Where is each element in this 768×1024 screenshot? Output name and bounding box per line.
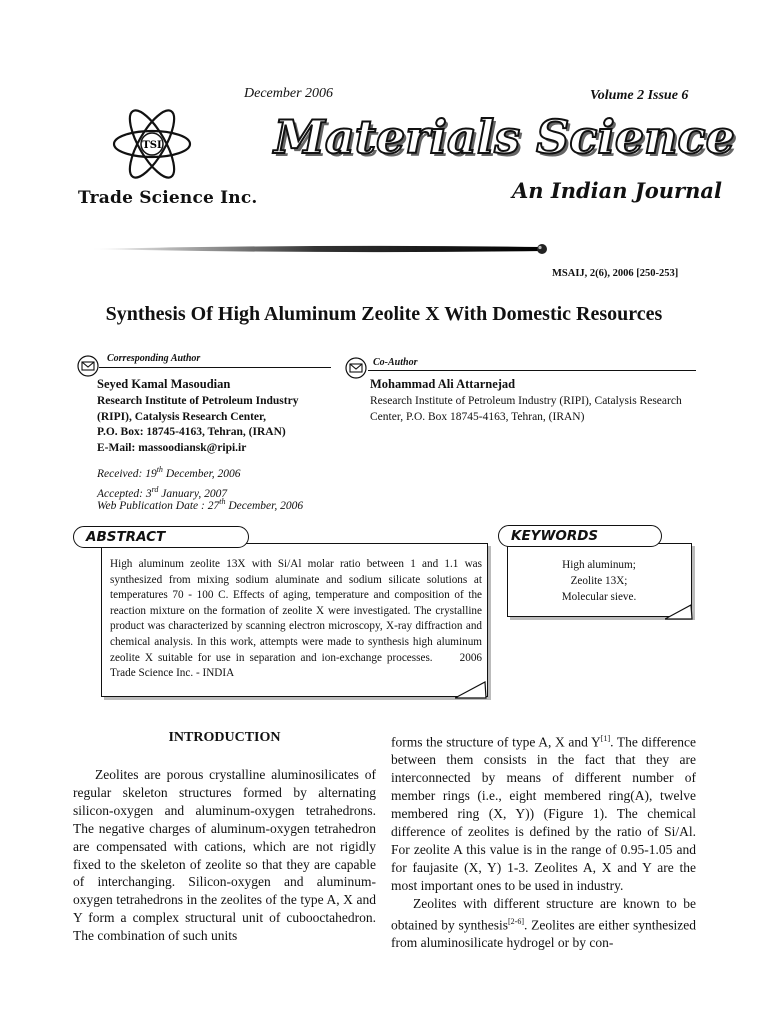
affiliation-line: (RIPI), Catalysis Research Center, xyxy=(97,410,266,423)
page-curl-corner xyxy=(665,603,695,621)
intro-paragraph: Zeolites are porous crystalline aluminosilicates of regular skeleton structures formed by alternating silicon-oxygen and aluminum-oxygen tetrahedrons. The negative charges of aluminum-oxygen tetrahedron are compensated with cations, which are not rigidly fixed to the skeleton of zeolite so that they are capable of interchanging. Silicon-oxygen and aluminum-oxygen tetrahedrons in the zeolites of the type A, X and Y form a complex structural unit of cubooctahedron. The combination of such units xyxy=(73,767,376,944)
issue-date: December 2006 xyxy=(244,86,334,101)
keyword-item: High aluminum; xyxy=(562,559,636,571)
abstract-text xyxy=(110,557,482,682)
reference-marker: [1] xyxy=(600,734,611,743)
journal-title: Materials Science xyxy=(274,110,735,164)
received-date xyxy=(97,462,241,482)
keyword-item: Molecular sieve. xyxy=(561,591,637,603)
left-column xyxy=(73,766,376,945)
web-text-post: December, 2006 xyxy=(225,499,304,512)
para-text: Zeolites with different structure are known to be obtained by synthesis xyxy=(391,895,696,933)
synthesis-paragraph xyxy=(391,895,696,952)
abstract-body: High aluminum zeolite 13X with Si/Al molar ratio between 1 and 1.1 was synthesized from mixing sodium aluminate and sodium silicate solutions at temperatures 70 - 100 C. Effects of aging, temperature and composition of the reaction mixture on the formation of zeolite X were investigated. The crystalline product was characterized by scanning electron microscopy, X-ray diffraction and chemical analysis. In this work, attempts were made to synthesis high aluminum zeolite X suitable for use in separation and ion-exchange processes. xyxy=(110,558,482,664)
received-text: Received: 19 xyxy=(97,467,157,480)
submission-dates xyxy=(97,462,241,502)
role-underline xyxy=(368,370,696,371)
para-text: forms the structure of type A, X and Y xyxy=(391,734,601,750)
accepted-text-post: January, 2007 xyxy=(158,487,228,500)
co-author-name: Mohammad Ali Attarnejad xyxy=(370,377,516,391)
intro-paragraph-continued xyxy=(391,730,696,895)
header-swoosh-divider xyxy=(90,240,550,258)
co-author-affiliation: Research Institute of Petroleum Industry (RIPI), Catalysis Research Center, P.O. Box 18745-4163, Tehran, (IRAN) xyxy=(370,395,682,423)
keyword-item: Zeolite 13X; xyxy=(570,575,628,587)
envelope-icon xyxy=(345,357,367,379)
web-text: Web Publication Date : 27 xyxy=(97,499,220,512)
received-sup: th xyxy=(156,465,163,474)
envelope-icon xyxy=(77,355,99,377)
email-line: E-Mail: massoodiansk@ripi.ir xyxy=(97,441,247,454)
right-column xyxy=(391,730,696,952)
para-text: . Zeolites are either synthesized from aluminosilicate hydrogel or by con- xyxy=(391,917,696,950)
abstract-label: ABSTRACT xyxy=(73,526,249,548)
journal-subtitle: An Indian Journal xyxy=(512,178,722,203)
web-sup: th xyxy=(219,497,226,506)
tsi-atom-logo-icon xyxy=(110,103,195,185)
co-author-label: Co-Author xyxy=(373,357,418,368)
corresponding-author-name: Seyed Kamal Masoudian xyxy=(97,377,231,391)
introduction-heading: INTRODUCTION xyxy=(168,730,281,745)
publisher-name: Trade Science Inc. xyxy=(78,188,258,208)
affiliation-line: P.O. Box: 18745-4163, Tehran, (IRAN) xyxy=(97,426,286,438)
volume-issue: Volume 2 Issue 6 xyxy=(590,88,689,103)
accepted-sup: rd xyxy=(151,484,159,494)
role-underline xyxy=(99,367,331,368)
keywords-list xyxy=(517,557,681,605)
received-text-post: December, 2006 xyxy=(162,467,241,480)
para-text: . The difference between them consists in the fact that they are interconnected by means of different number of member rings (i.e., eight membered ring(A), twelve membered ring (X, Y)) (Figure 1). The chemical difference of zeolites is defined by the ratio of Si/Al. For zeolite A this value is in the range of 0.95-1.05 and for faujasite (X, Y) 1-3. Zeolites A, X and Y are the most important ones to be used in industry. xyxy=(391,734,696,893)
keywords-label: KEYWORDS xyxy=(498,525,662,547)
citation: MSAIJ, 2(6), 2006 [250-253] xyxy=(552,268,679,279)
paper-title: Synthesis Of High Aluminum Zeolite X With Domestic Resources xyxy=(105,303,663,325)
page-curl-corner xyxy=(455,680,489,700)
reference-marker: [2-6] xyxy=(507,916,524,926)
corresponding-author-affiliation xyxy=(97,394,327,456)
web-publication-date xyxy=(97,497,303,512)
accepted-text: Accepted: 3 xyxy=(97,487,152,500)
corresponding-author-label: Corresponding Author xyxy=(107,353,201,364)
logo-text: TSI xyxy=(142,140,162,151)
abstract-copyright: 2006 Trade Science Inc. - INDIA xyxy=(110,651,483,680)
affiliation-line: Research Institute of Petroleum Industry xyxy=(97,395,299,407)
